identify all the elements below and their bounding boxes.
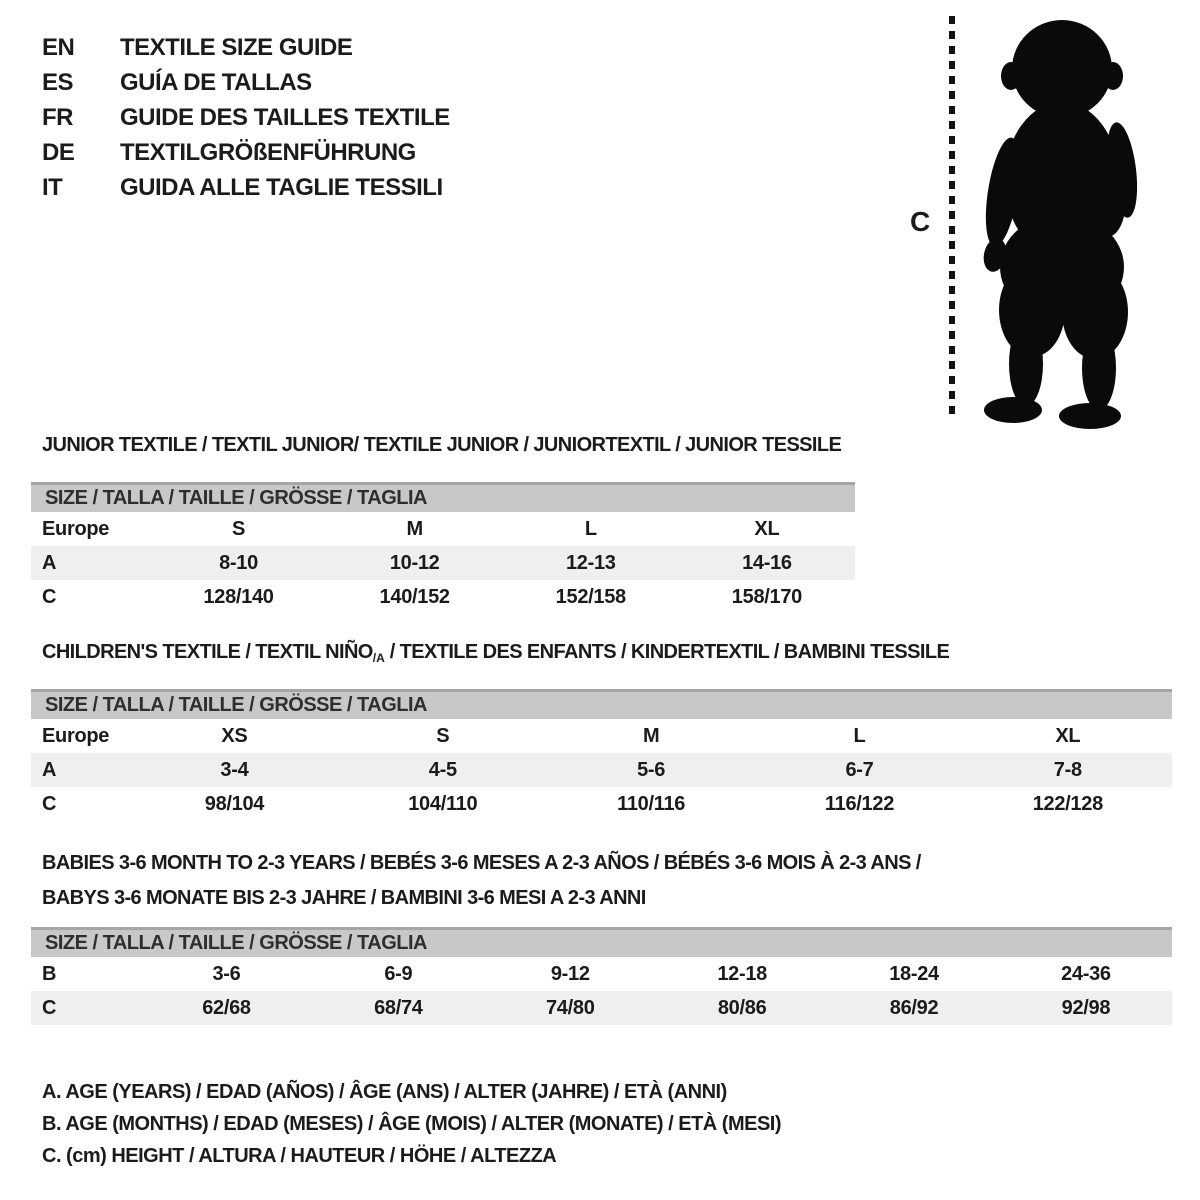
size-header-bar <box>31 927 1172 957</box>
row-label: C <box>42 996 57 1019</box>
table-row-europe <box>31 719 1172 753</box>
table-cell: XS <box>221 724 248 747</box>
table-cell: 110/116 <box>617 792 686 815</box>
table-row-a <box>31 753 1172 787</box>
table-cell: 128/140 <box>203 585 274 608</box>
row-label: A <box>42 758 57 781</box>
measurement-legend <box>42 1076 781 1172</box>
row-label: B <box>42 962 57 985</box>
lang-label: GUÍA DE TALLAS <box>120 68 312 96</box>
row-label: Europe <box>42 724 110 747</box>
table-cell: 12-18 <box>717 962 767 985</box>
table-cell: 98/104 <box>204 792 265 815</box>
babies-title-line-2: BABYS 3-6 MONATE BIS 2-3 JAHRE / BAMBINI 3-6 MESI A 2-3 ANNI <box>42 887 646 909</box>
height-measure-dashed-line <box>949 16 955 418</box>
table-row-c <box>31 787 1172 821</box>
row-label: C <box>42 792 57 815</box>
title-prefix: CHILDREN'S TEXTILE / TEXTIL NIÑO <box>42 641 373 663</box>
children-size-table <box>31 689 1172 821</box>
lang-code: ES <box>42 68 74 96</box>
table-cell: 80/86 <box>717 996 767 1019</box>
row-label: Europe <box>42 517 110 540</box>
lang-label: TEXTILGRÖßENFÜHRUNG <box>120 138 416 166</box>
table-cell: 92/98 <box>1061 996 1111 1019</box>
legend-line-a: A. AGE (YEARS) / EDAD (AÑOS) / ÂGE (ANS) / ALTER (JAHRE) / ETÀ (ANNI) <box>42 1080 727 1103</box>
table-cell: 74/80 <box>545 996 595 1019</box>
measure-label-c: C <box>910 206 931 237</box>
babies-title-line-1: BABIES 3-6 MONTH TO 2-3 YEARS / BEBÉS 3-6 MESES A 2-3 AÑOS / BÉBÉS 3-6 MOIS À 2-3 ANS / <box>42 852 921 874</box>
table-cell: 3-4 <box>220 758 249 781</box>
table-cell: 4-5 <box>428 758 457 781</box>
lang-label: TEXTILE SIZE GUIDE <box>120 33 353 61</box>
table-cell: 10-12 <box>389 551 440 574</box>
table-cell: S <box>232 517 246 540</box>
table-cell: 8-10 <box>219 551 258 574</box>
row-label: A <box>42 551 57 574</box>
lang-row-de <box>42 135 450 170</box>
table-row-b <box>31 957 1172 991</box>
babies-size-table <box>31 927 1172 1025</box>
babies-section-title <box>42 846 921 916</box>
table-cell: 5-6 <box>637 758 666 781</box>
table-cell: 158/170 <box>731 585 802 608</box>
table-cell: 62/68 <box>202 996 251 1019</box>
table-cell: XL <box>754 517 780 540</box>
lang-row-en <box>42 30 450 65</box>
table-row-c <box>31 991 1172 1025</box>
language-title-list <box>42 30 450 205</box>
table-cell: 14-16 <box>742 551 792 574</box>
table-row-c <box>31 580 855 614</box>
table-cell: 140/152 <box>379 585 450 608</box>
table-row-a <box>31 546 855 580</box>
table-cell: S <box>436 724 450 747</box>
legend-line-b: B. AGE (MONTHS) / EDAD (MESES) / ÂGE (MOIS) / ALTER (MONATE) / ETÀ (MESI) <box>42 1112 782 1135</box>
table-cell: 68/74 <box>374 996 423 1019</box>
table-cell: 6-7 <box>845 758 874 781</box>
size-header-label: SIZE / TALLA / TAILLE / GRÖSSE / TAGLIA <box>45 694 427 716</box>
legend-line-c: C. (cm) HEIGHT / ALTURA / HAUTEUR / HÖHE / ALTEZZA <box>42 1144 557 1167</box>
table-cell: L <box>584 517 597 540</box>
lang-code: IT <box>42 173 63 201</box>
table-cell: 7-8 <box>1053 758 1082 781</box>
junior-section-title: JUNIOR TEXTILE / TEXTIL JUNIOR/ TEXTILE JUNIOR / JUNIORTEXTIL / JUNIOR TESSILE <box>42 434 842 456</box>
size-header-bar <box>31 689 1172 719</box>
table-cell: 9-12 <box>550 962 590 985</box>
title-suffix: / TEXTILE DES ENFANTS / KINDERTEXTIL / BAMBINI TESSILE <box>384 641 950 663</box>
lang-code: DE <box>42 138 75 166</box>
size-header-bar <box>31 482 855 512</box>
table-cell: 86/92 <box>889 996 939 1019</box>
table-cell: 104/110 <box>408 792 478 815</box>
junior-size-table <box>31 482 855 614</box>
table-cell: 152/158 <box>555 585 626 608</box>
lang-row-es <box>42 65 450 100</box>
table-cell: M <box>406 517 423 540</box>
lang-label: GUIDA ALLE TAGLIE TESSILI <box>120 173 443 201</box>
title-subscript: /A <box>372 651 385 665</box>
toddler-silhouette-icon <box>962 12 1167 437</box>
table-cell: L <box>853 724 866 747</box>
table-cell: 24-36 <box>1061 962 1111 985</box>
table-cell: 3-6 <box>212 962 241 985</box>
table-cell: XL <box>1055 724 1081 747</box>
table-row-europe <box>31 512 855 546</box>
size-header-label: SIZE / TALLA / TAILLE / GRÖSSE / TAGLIA <box>45 487 427 509</box>
size-header-label: SIZE / TALLA / TAILLE / GRÖSSE / TAGLIA <box>45 932 427 954</box>
lang-code: EN <box>42 33 75 61</box>
table-cell: 116/122 <box>824 792 895 815</box>
lang-code: FR <box>42 103 73 131</box>
table-cell: M <box>642 724 660 747</box>
table-cell: 12-13 <box>565 551 616 574</box>
lang-label: GUIDE DES TAILLES TEXTILE <box>120 103 450 131</box>
table-cell: 18-24 <box>889 962 939 985</box>
lang-row-fr <box>42 100 450 135</box>
table-cell: 122/128 <box>1032 792 1103 815</box>
table-cell: 6-9 <box>384 962 413 985</box>
lang-row-it <box>42 170 450 205</box>
children-section-title <box>42 641 949 665</box>
row-label: C <box>42 585 57 608</box>
